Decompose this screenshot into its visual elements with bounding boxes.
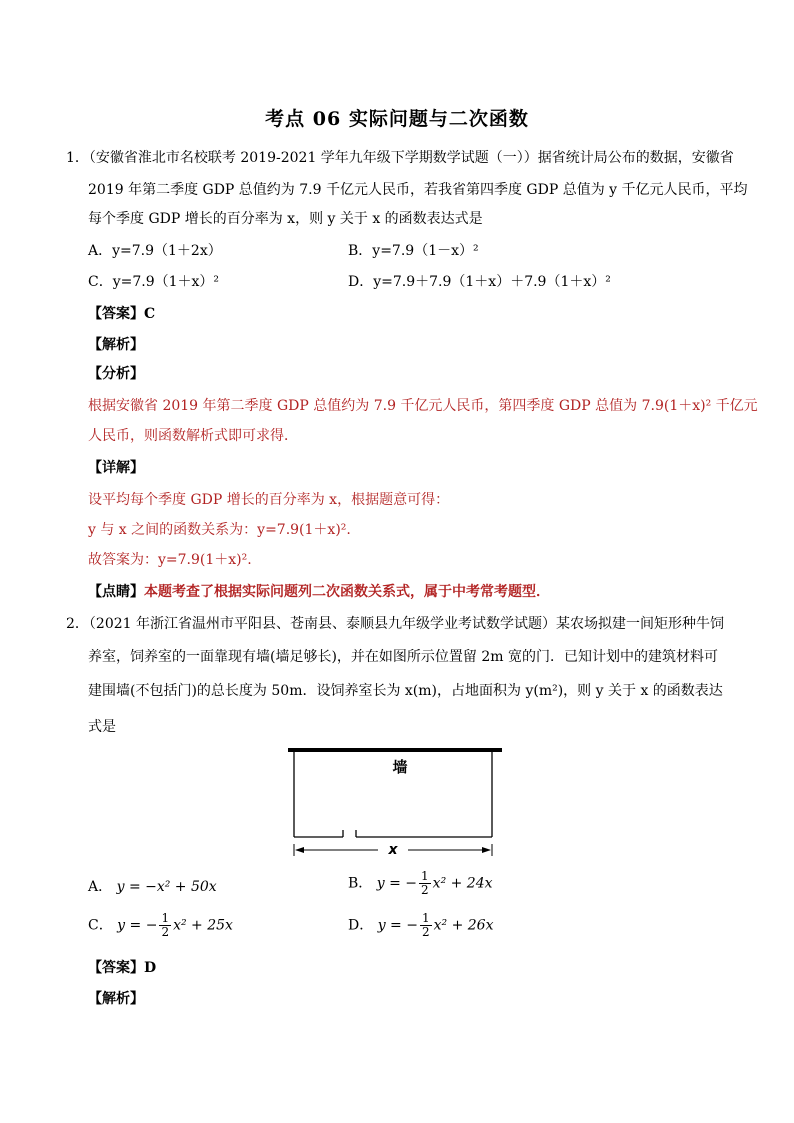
q1-analysis-line-1: 根据安徽省 2019 年第二季度 GDP 总值约为 7.9 千亿元人民币，第四季度 GDP 总值为 7.9(1＋x)² 千亿元 [88, 398, 758, 414]
q2-stem-line-3: 建围墙(不包括门)的总长度为 50m．设饲养室长为 x(m)，占地面积为 y(m²)，则 y 关于 x 的函数表达 [88, 683, 723, 699]
q1-fenxi-heading: 【分析】 [88, 366, 144, 382]
q2-answer: 【答案】D [88, 960, 157, 976]
q2-option-a-formula: y = −x² + 50x [116, 879, 217, 895]
q1-analysis-line-2: 人民币，则函数解析式即可求得． [88, 428, 298, 444]
q2-option-d [348, 912, 493, 939]
fraction-denominator: 2 [421, 925, 430, 939]
q2-option-a-label: A． [88, 879, 113, 895]
q1-option-a: A．y=7.9（1＋2x） [88, 243, 222, 259]
arrow-head-right [482, 847, 491, 853]
q2-option-b-pre: y = − [376, 875, 418, 892]
arrow-head-left [295, 847, 304, 853]
q1-xiangjie-heading: 【详解】 [88, 460, 144, 476]
q2-option-b-post: x² + 24x [432, 875, 493, 892]
page-title: 考点 06 实际问题与二次函数 [265, 108, 529, 130]
q1-option-c: C．y=7.9（1＋x）² [88, 274, 220, 290]
q1-stem-line-3: 每个季度 GDP 增长的百分率为 x，则 y 关于 x 的函数表达式是 [88, 211, 483, 227]
q1-option-d: D．y=7.9＋7.9（1＋x）＋7.9（1＋x）² [348, 274, 611, 290]
q2-option-d-post: x² + 26x [433, 917, 494, 934]
fraction-numerator: 1 [421, 911, 430, 925]
q2-option-b-label: B． [348, 875, 373, 892]
q2-option-c-pre: y = − [117, 917, 158, 934]
fraction-numerator: 1 [161, 911, 170, 925]
q2-option-d-pre: y = − [377, 917, 418, 934]
q1-answer: 【答案】C [88, 306, 156, 322]
fraction-denominator: 2 [421, 883, 429, 897]
q1-option-b: B．y=7.9（1－x）² [348, 243, 479, 259]
q1-detail-line-2: y 与 x 之间的函数关系为：y=7.9(1＋x)². [88, 522, 351, 538]
q2-option-b-fraction [419, 870, 431, 897]
rectangle-wall-figure [280, 742, 510, 857]
q1-jiexi-heading: 【解析】 [88, 337, 144, 353]
q1-dianjing [88, 581, 550, 601]
wall-label: 墙 [392, 758, 408, 776]
q2-option-a [88, 876, 217, 896]
fraction-denominator: 2 [161, 925, 170, 939]
q2-option-d-label: D． [348, 917, 374, 934]
q1-detail-line-3: 故答案为：y=7.9(1＋x)². [88, 552, 252, 568]
q2-option-c-fraction [159, 912, 171, 939]
q1-dianjing-tag: 【点睛】 [88, 584, 144, 600]
q2-stem-line-4: 式是 [88, 719, 116, 735]
q2-option-c-label: C． [88, 917, 113, 934]
q2-option-d-fraction [420, 912, 432, 939]
q2-stem-line-1: 2．（2021 年浙江省温州市平阳县、苍南县、泰顺县九年级学业考试数学试题）某农场拟建一间矩形种牛饲 [66, 616, 724, 632]
q1-stem-line-2: 2019 年第二季度 GDP 总值约为 7.9 千亿元人民币，若我省第四季度 GDP 总值为 y 千亿元人民币，平均 [88, 182, 748, 198]
q2-stem-line-2: 养室，饲养室的一面靠现有墙(墙足够长)，并在如图所示位置留 2m 宽的门．已知计划中的建筑材料可 [88, 649, 719, 665]
q2-option-c [88, 912, 233, 939]
q1-detail-line-1: 设平均每个季度 GDP 增长的百分率为 x，根据题意可得： [88, 492, 450, 508]
q2-jiexi-heading: 【解析】 [88, 991, 144, 1007]
q2-option-b [348, 870, 493, 897]
x-dimension-label: x [388, 842, 398, 857]
q2-option-c-post: x² + 25x [173, 917, 233, 934]
q1-dianjing-text: 本题考查了根据实际问题列二次函数关系式，属于中考常考题型． [144, 584, 550, 600]
fraction-numerator: 1 [421, 869, 429, 883]
q1-stem-line-1: 1．（安徽省淮北市名校联考 2019-2021 学年九年级下学期数学试题（一））据省统计局公布的数据，安徽省 [66, 150, 734, 166]
